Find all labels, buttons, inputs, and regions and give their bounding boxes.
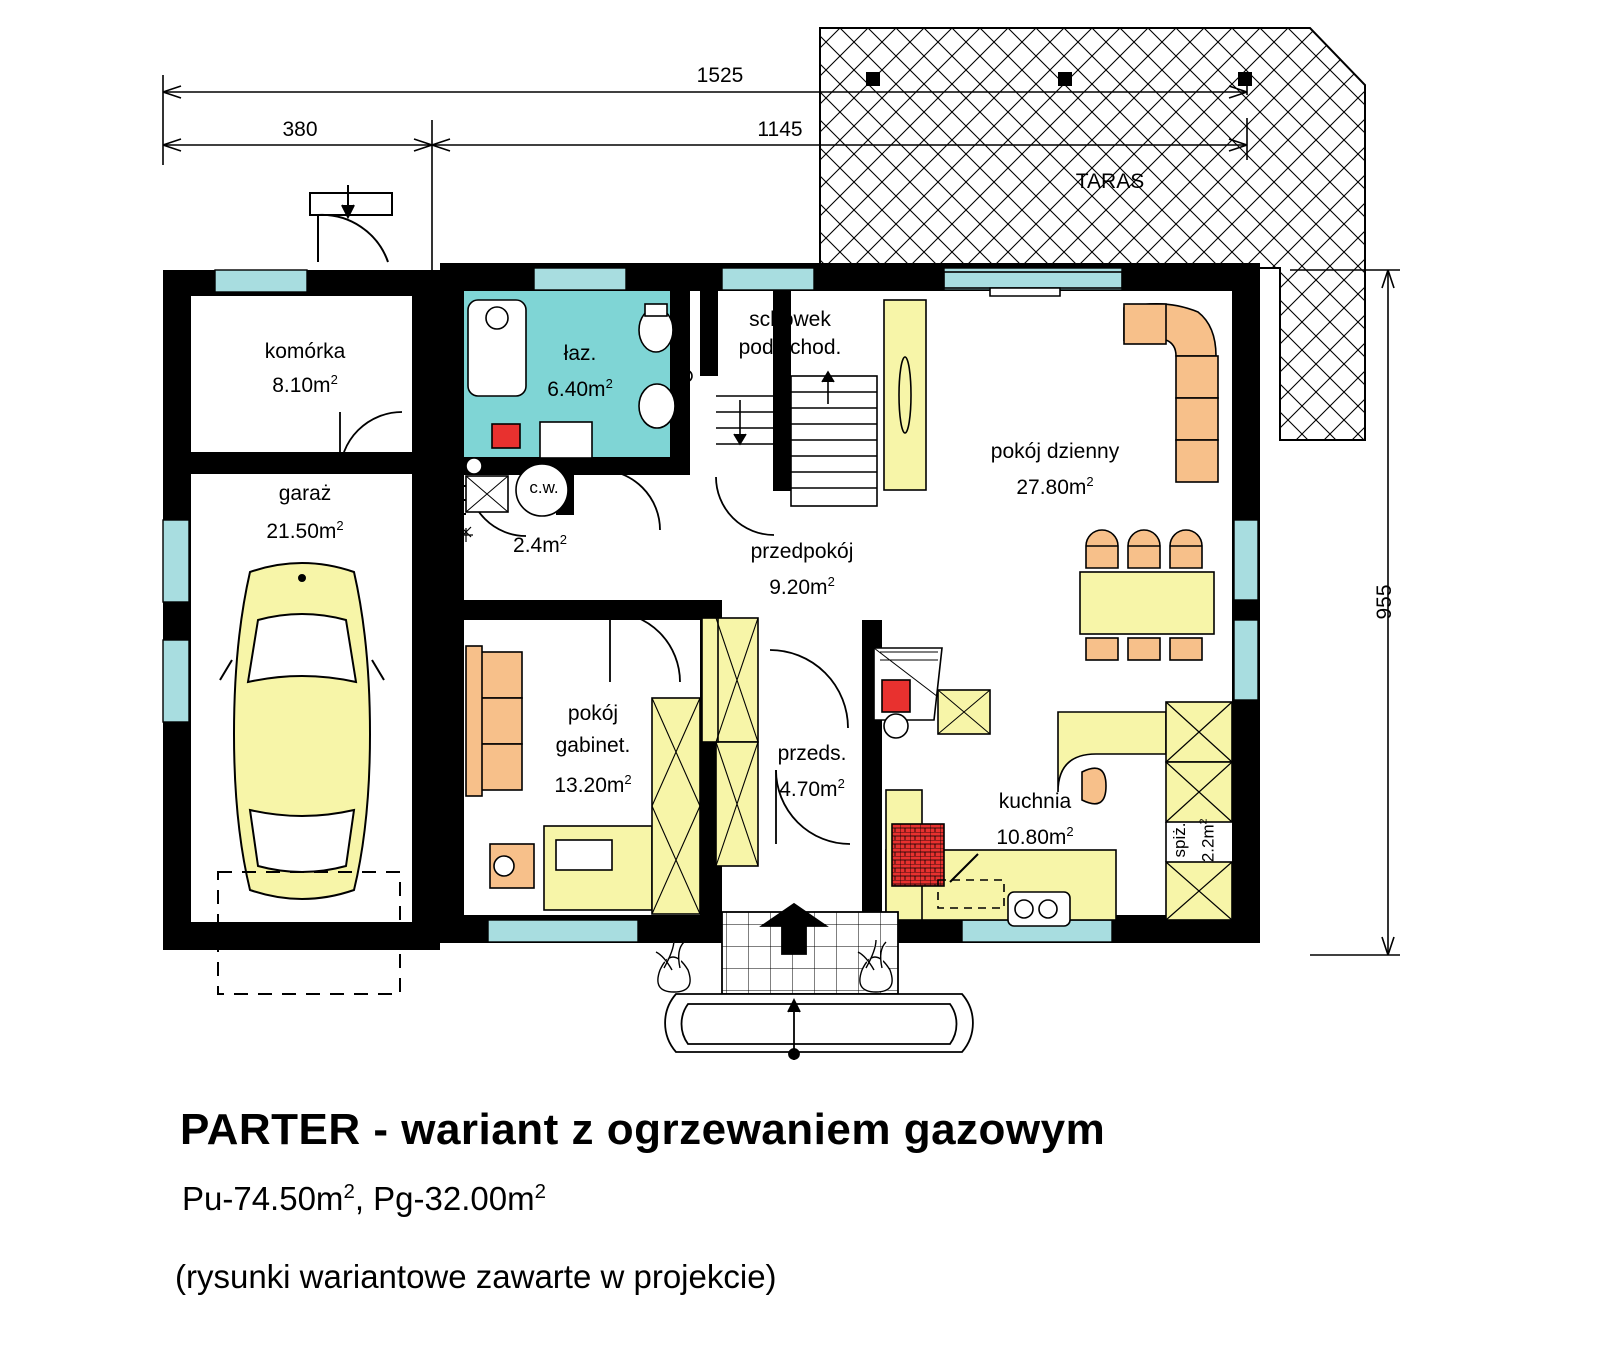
- dimension-right-width: 1145: [757, 118, 803, 141]
- label-garaz-name: garaż: [278, 482, 332, 505]
- label-przedpokoj-area: $9.20m^2$: [769, 574, 835, 599]
- label-spizarnia-name: spiż.: [1170, 822, 1189, 858]
- label-cw: c.w.: [529, 478, 559, 497]
- label-lazienka-name: łaz.: [563, 342, 597, 365]
- label-pokoj-dzienny-area: $27.80m^2$: [1016, 474, 1094, 499]
- plan-note: (rysunki wariantowe zawarte w projekcie): [175, 1258, 777, 1295]
- label-schowek-name: schowek: [749, 308, 831, 331]
- label-przedpokoj-name: przedpokój: [750, 540, 854, 563]
- label-taras: TARAS: [1075, 170, 1145, 193]
- label-gabinet-name2: gabinet.: [555, 734, 631, 757]
- dimension-left-width: 380: [282, 118, 318, 141]
- label-garaz-area: $21.50m^2$: [266, 518, 344, 543]
- label-gabinet-area: $13.20m^2$: [554, 772, 632, 797]
- label-kuchnia-name: kuchnia: [998, 790, 1072, 813]
- dimension-height-right: 955: [1373, 584, 1396, 620]
- plan-title: PARTER - wariant z ogrzewaniem gazowym: [180, 1105, 1106, 1154]
- label-komorka-name: komórka: [264, 340, 346, 363]
- label-przedsionek-name: przeds.: [777, 742, 847, 765]
- label-przedsionek-area: $4.70m^2$: [779, 776, 845, 801]
- label-lazienka-area: $6.40m^2$: [547, 376, 613, 401]
- label-komorka-area: $8.10m^2$: [272, 372, 338, 397]
- label-schowek-name2: pod schod.: [738, 336, 842, 359]
- label-kuchnia-area: $10.80m^2$: [996, 824, 1074, 849]
- plan-areas: $Pu-74.50m^2$, $Pg-32.00m^2$: [182, 1180, 546, 1217]
- label-cw-area: $2.4m^2$: [513, 532, 567, 557]
- label-spizarnia-area: $2.2m^2$: [1197, 818, 1218, 863]
- label-pokoj-dzienny-name: pokój dzienny: [990, 440, 1120, 463]
- dimension-total-width: 1525: [696, 64, 744, 87]
- label-gabinet-name: pokój: [567, 702, 619, 725]
